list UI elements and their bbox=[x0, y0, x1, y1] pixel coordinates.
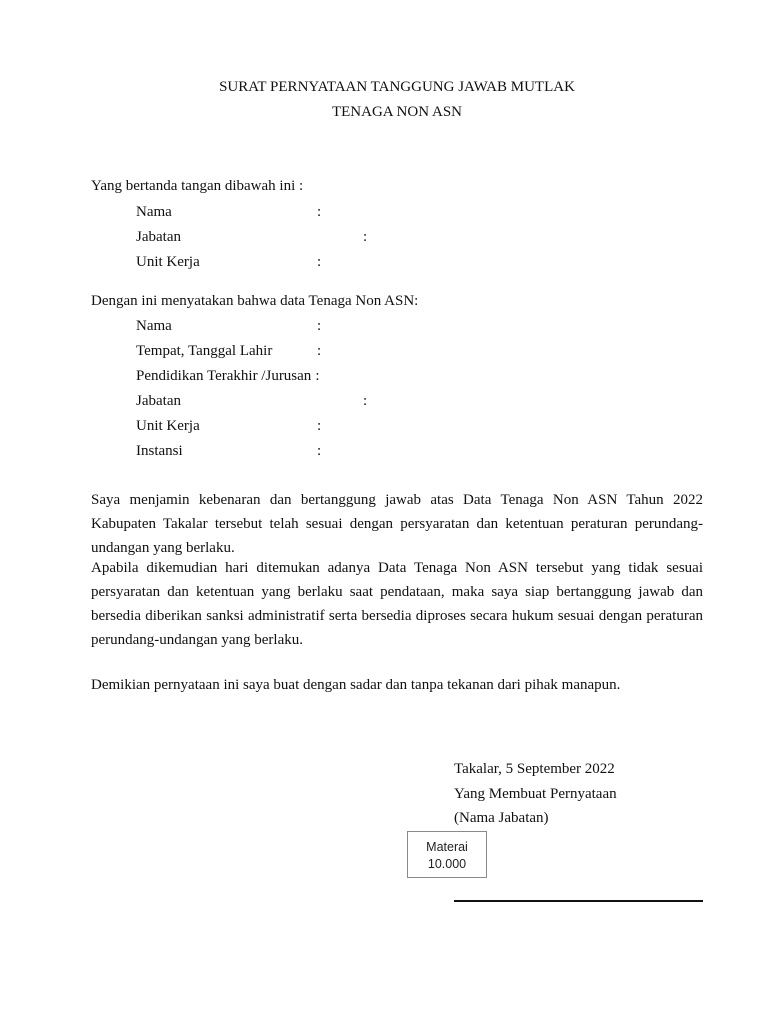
field-colon: : bbox=[317, 343, 322, 359]
field-colon: : bbox=[317, 254, 322, 270]
subject-field-agency bbox=[0, 441, 768, 461]
signer-field-unit bbox=[0, 252, 768, 272]
subject-field-birth bbox=[0, 341, 768, 361]
field-colon: : bbox=[363, 229, 368, 245]
field-colon: : bbox=[317, 318, 322, 334]
paragraph-2-line: persyaratan dan ketentuan yang berlaku saat pendataan, maka saya siap bertanggung jawab dan bbox=[91, 584, 703, 600]
signer-intro: Yang bertanda tangan dibawah ini : bbox=[91, 178, 304, 194]
field-label: Unit Kerja bbox=[136, 418, 200, 434]
document-subtitle: TENAGA NON ASN bbox=[331, 104, 462, 120]
field-label: Unit Kerja bbox=[136, 254, 200, 270]
field-colon: : bbox=[317, 443, 322, 459]
field-colon: : bbox=[363, 393, 368, 409]
subject-field-position bbox=[0, 391, 768, 411]
document-title: SURAT PERNYATAAN TANGGUNG JAWAB MUTLAK bbox=[219, 79, 575, 95]
field-label: Nama bbox=[136, 318, 172, 334]
paragraph-1-line: undangan yang berlaku. bbox=[91, 540, 235, 556]
subject-intro: Dengan ini menyatakan bahwa data Tenaga Non ASN: bbox=[91, 293, 419, 309]
signature-line bbox=[454, 900, 703, 902]
field-colon: : bbox=[315, 368, 320, 384]
stamp-value: 10.000 bbox=[427, 857, 467, 871]
paragraph-1-line: Kabupaten Takalar tersebut telah sesuai dengan persyaratan dan ketentuan peraturan perundang- bbox=[91, 516, 703, 532]
paragraph-2-line: bersedia diberikan sanksi administratif serta bersedia diproses secara hukum sesuai dengan peraturan bbox=[91, 608, 703, 624]
field-colon: : bbox=[317, 418, 322, 434]
subject-field-unit bbox=[0, 416, 768, 436]
stamp-duty-box bbox=[407, 831, 487, 878]
paragraph-2-line: perundang-undangan yang berlaku. bbox=[91, 632, 304, 648]
place-date: Takalar, 5 September 2022 bbox=[454, 761, 615, 777]
field-label: Jabatan bbox=[136, 229, 181, 245]
signer-name-placeholder: (Nama Jabatan) bbox=[454, 810, 549, 826]
signer-field-name bbox=[0, 202, 768, 222]
signer-role: Yang Membuat Pernyataan bbox=[454, 786, 617, 802]
field-label-wrap bbox=[136, 366, 319, 386]
subject-field-education bbox=[0, 366, 768, 386]
field-label: Nama bbox=[136, 204, 172, 220]
field-label: Jabatan bbox=[136, 393, 181, 409]
field-label: Pendidikan Terakhir /Jurusan bbox=[136, 368, 312, 384]
paragraph-1-line: Saya menjamin kebenaran dan bertanggung jawab atas Data Tenaga Non ASN Tahun 2022 bbox=[91, 492, 703, 508]
stamp-label: Materai bbox=[426, 840, 468, 854]
field-colon: : bbox=[317, 204, 322, 220]
signer-field-position bbox=[0, 227, 768, 247]
paragraph-2-line: Apabila dikemudian hari ditemukan adanya Data Tenaga Non ASN tersebut yang tidak sesuai bbox=[91, 560, 703, 576]
subject-field-name bbox=[0, 316, 768, 336]
closing-statement: Demikian pernyataan ini saya buat dengan sadar dan tanpa tekanan dari pihak manapun. bbox=[91, 677, 621, 693]
field-label: Tempat, Tanggal Lahir bbox=[136, 343, 273, 359]
field-label: Instansi bbox=[136, 443, 183, 459]
